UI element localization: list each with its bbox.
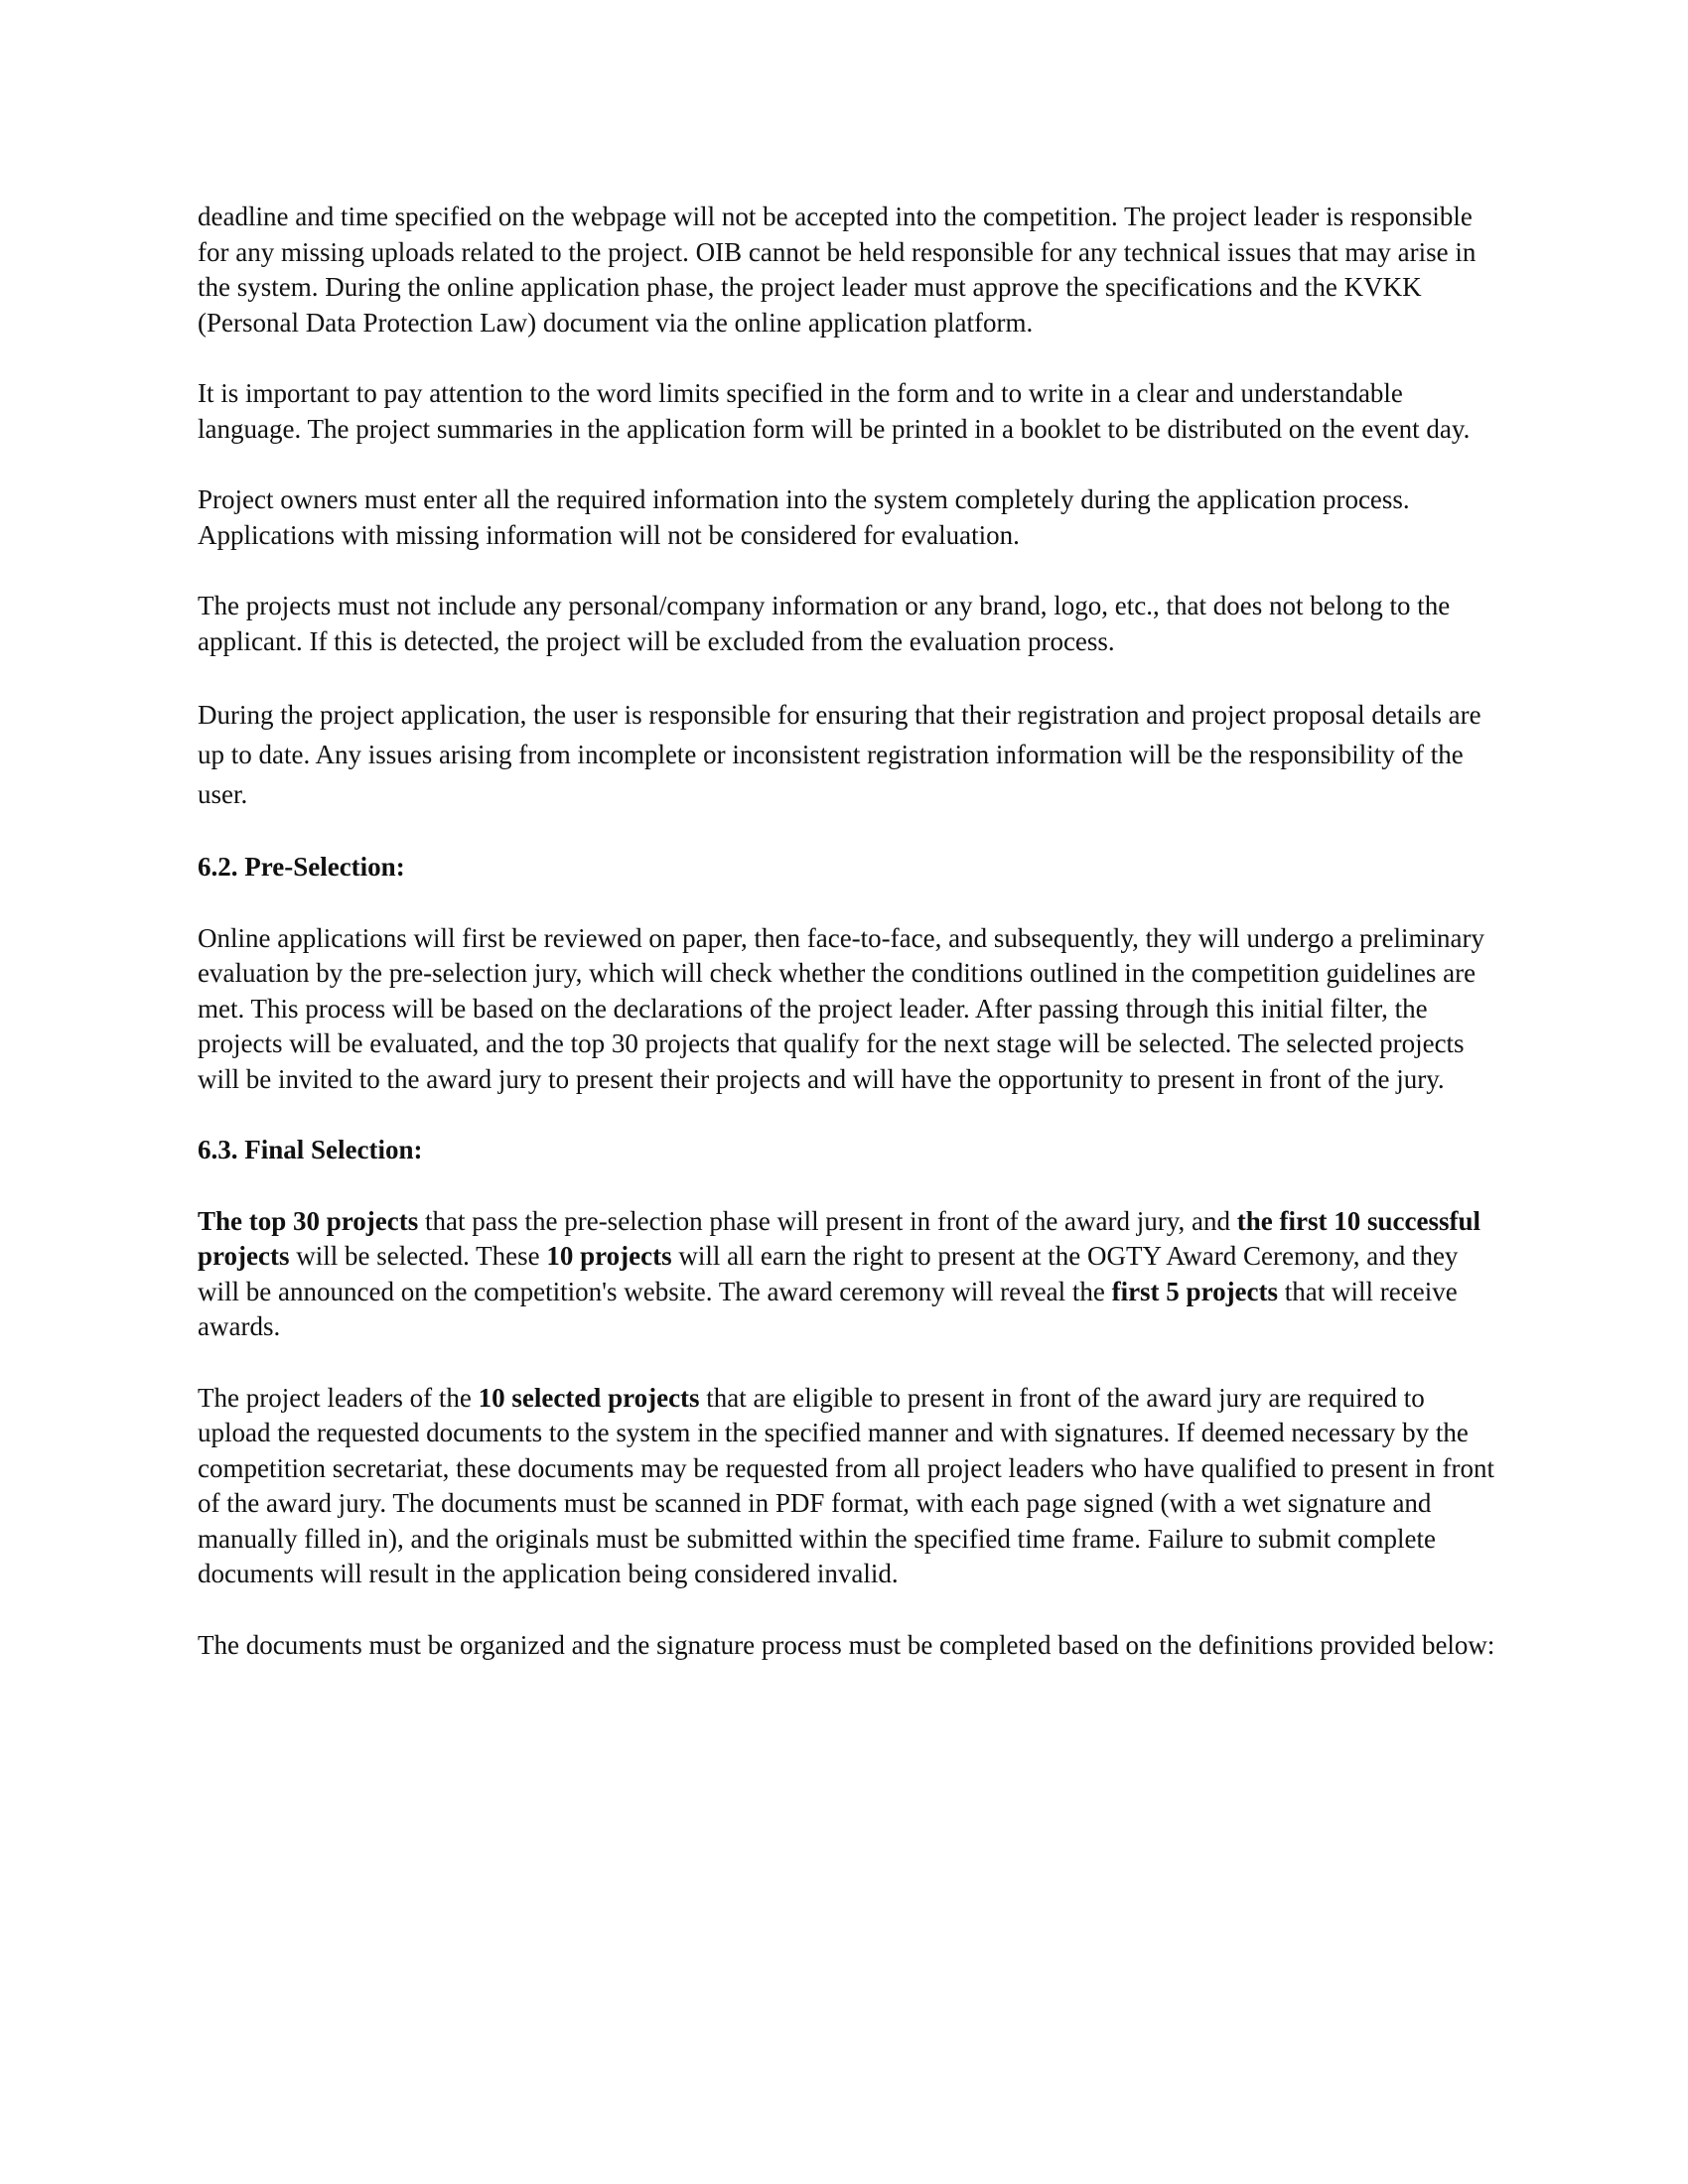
text-segment: The project leaders of the: [198, 1382, 479, 1413]
text-segment: will all earn the right to present at the OGTY Award Ceremony, and they will be announced on the competition's website. The award ceremony will reveal the: [198, 1241, 1459, 1306]
paragraph-final-selection: [198, 1204, 1498, 1345]
heading-final-selection: 6.3. Final Selection:: [198, 1135, 423, 1164]
text-segment: that pass the pre-selection phase will present in front of the award jury, and: [418, 1205, 1237, 1236]
bold-first-5-projects: first 5 projects: [1111, 1276, 1279, 1306]
text-segment: that will receive awards.: [198, 1276, 1458, 1341]
paragraph-deadline: deadline and time specified on the webpage will not be accepted into the competition. The project leader is responsible for any missing uploads related to the project. OIB cannot be held responsible for any technical issues that may arise in the system. During the online application phase, the project leader must approve the specifications and the KVKK (Personal Data Protection Law) document via the online application platform.: [198, 202, 1477, 338]
paragraph-documents-organized: The documents must be organized and the signature process must be completed based on the definitions provided below:: [198, 1629, 1495, 1660]
heading-pre-selection: 6.2. Pre-Selection:: [198, 852, 405, 882]
paragraph-required-information: Project owners must enter all the required information into the system completely during the application process. Applications with missing information will not be considered for evaluation.: [198, 484, 1410, 550]
paragraph-user-responsibility: During the project application, the user is responsible for ensuring that their registration and project proposal details are up to date. Any issues arising from incomplete or inconsistent registration information will be the responsibility of the user.: [198, 700, 1481, 809]
paragraph-pre-selection: Online applications will first be reviewed on paper, then face-to-face, and subsequently, they will undergo a preliminary evaluation by the pre-selection jury, which will check whether the conditions outlined in the competition guidelines are met. This process will be based on the declarations of the project leader. After passing through this initial filter, the projects will be evaluated, and the top 30 projects that qualify for the next stage will be selected. The selected projects will be invited to the award jury to present their projects and will have the opportunity to present in front of the jury.: [198, 922, 1484, 1094]
bold-top-30-projects: The top 30 projects: [198, 1205, 419, 1236]
text-segment: that are eligible to present in front of the award jury are required to upload the requested documents to the system in the specified manner and with signatures. If deemed necessary by the competition secretariat, these documents may be requested from all project leaders who have qualified to present in front of the award jury. The documents must be scanned in PDF format, with each page signed (with a wet signature and manually filled in), and the originals must be submitted within the specified time frame. Failure to submit complete documents will result in the application being considered invalid.: [198, 1382, 1495, 1588]
paragraph-no-brand-info: The projects must not include any personal/company information or any brand, logo, etc., that does not belong to the applicant. If this is detected, the project will be excluded from the evaluation process.: [198, 591, 1451, 656]
bold-10-projects: 10 projects: [546, 1241, 672, 1271]
document-body: [198, 200, 1498, 1699]
bold-first-10-projects: the first 10 successful projects: [198, 1205, 1480, 1271]
text-segment: will be selected. These: [289, 1241, 547, 1271]
bold-10-selected-projects: 10 selected projects: [478, 1382, 700, 1413]
paragraph-document-upload: [198, 1381, 1498, 1592]
paragraph-word-limits: It is important to pay attention to the word limits specified in the form and to write in a clear and understandable language. The project summaries in the application form will be printed in a booklet to be distributed on the event day.: [198, 378, 1471, 444]
